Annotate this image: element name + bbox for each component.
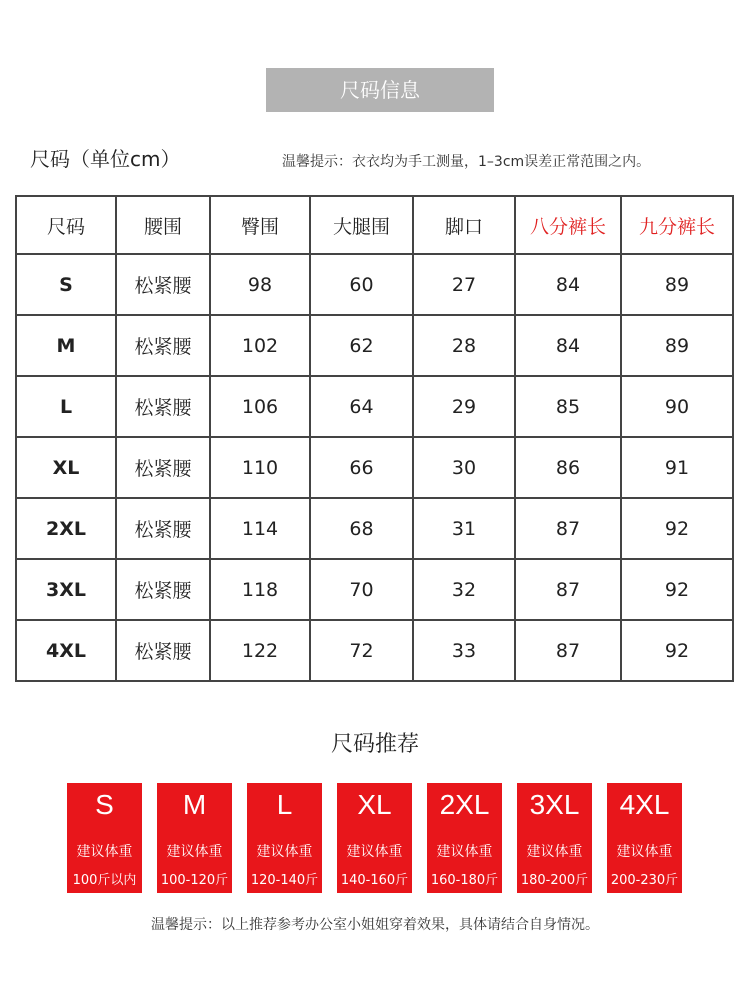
table-cell: 松紧腰 [116, 254, 210, 315]
column-header: 臀围 [210, 196, 310, 254]
table-cell: 松紧腰 [116, 376, 210, 437]
card-label: 建议体重 [346, 844, 403, 860]
size-card [517, 783, 592, 893]
card-weight-range: 140-160斤 [340, 873, 409, 888]
table-cell: 62 [310, 315, 413, 376]
size-card [247, 783, 322, 893]
table-cell: 122 [210, 620, 310, 681]
table-cell: 72 [310, 620, 413, 681]
table-cell: S [16, 254, 116, 315]
unit-label: 尺码（单位cm） [30, 147, 181, 171]
table-row [16, 559, 733, 620]
table-cell: 86 [515, 437, 621, 498]
card-size: 3XL [529, 789, 580, 820]
size-card [337, 783, 412, 893]
table-cell: 106 [210, 376, 310, 437]
table-cell: 64 [310, 376, 413, 437]
table-cell: 68 [310, 498, 413, 559]
table-cell: 28 [413, 315, 515, 376]
table-cell: 66 [310, 437, 413, 498]
column-header: 大腿围 [310, 196, 413, 254]
column-header: 八分裤长 [515, 196, 621, 254]
card-size: XL [357, 789, 392, 820]
section-title-banner: 尺码信息 [266, 68, 494, 112]
table-cell: 118 [210, 559, 310, 620]
table-cell: 98 [210, 254, 310, 315]
card-label: 建议体重 [76, 844, 133, 860]
table-cell: 3XL [16, 559, 116, 620]
table-cell: 松紧腰 [116, 437, 210, 498]
measurement-tip: 温馨提示：衣衣均为手工测量，1–3cm误差正常范围之内。 [282, 154, 651, 170]
table-row [16, 498, 733, 559]
table-cell: 60 [310, 254, 413, 315]
card-weight-range: 160-180斤 [430, 873, 499, 888]
card-weight-range: 180-200斤 [520, 873, 589, 888]
table-cell: 85 [515, 376, 621, 437]
card-weight-range: 100-120斤 [160, 873, 229, 888]
table-cell: 92 [621, 620, 733, 681]
table-header-row [16, 196, 733, 254]
table-cell: 27 [413, 254, 515, 315]
table-cell: 114 [210, 498, 310, 559]
card-weight-range: 120-140斤 [250, 873, 319, 888]
size-card [607, 783, 682, 893]
table-cell: 92 [621, 498, 733, 559]
table-cell: 松紧腰 [116, 620, 210, 681]
card-size: L [276, 789, 293, 820]
table-cell: 87 [515, 559, 621, 620]
table-cell: 84 [515, 315, 621, 376]
table-cell: 102 [210, 315, 310, 376]
table-cell: 33 [413, 620, 515, 681]
table-cell: L [16, 376, 116, 437]
size-table [15, 195, 734, 682]
table-row [16, 620, 733, 681]
size-card [427, 783, 502, 893]
card-weight-range: 100斤以内 [72, 873, 137, 888]
table-cell: 87 [515, 498, 621, 559]
table-cell: 89 [621, 254, 733, 315]
recommendation-cards [67, 783, 682, 893]
table-cell: 89 [621, 315, 733, 376]
size-card [157, 783, 232, 893]
table-cell: 90 [621, 376, 733, 437]
card-label: 建议体重 [256, 844, 313, 860]
card-label: 建议体重 [166, 844, 223, 860]
table-cell: 2XL [16, 498, 116, 559]
card-label: 建议体重 [616, 844, 673, 860]
table-cell: 32 [413, 559, 515, 620]
table-cell: 松紧腰 [116, 498, 210, 559]
table-cell: 29 [413, 376, 515, 437]
card-weight-range: 200-230斤 [610, 873, 679, 888]
table-row [16, 437, 733, 498]
column-header: 腰围 [116, 196, 210, 254]
card-label: 建议体重 [436, 844, 493, 860]
recommendation-title: 尺码推荐 [330, 732, 419, 757]
card-size: S [95, 789, 114, 820]
column-header: 脚口 [413, 196, 515, 254]
table-row [16, 376, 733, 437]
table-cell: 92 [621, 559, 733, 620]
table-cell: 松紧腰 [116, 315, 210, 376]
card-size: M [182, 789, 207, 820]
table-cell: XL [16, 437, 116, 498]
table-cell: 110 [210, 437, 310, 498]
column-header: 尺码 [16, 196, 116, 254]
table-cell: 4XL [16, 620, 116, 681]
table-cell: 87 [515, 620, 621, 681]
table-row [16, 254, 733, 315]
table-row [16, 315, 733, 376]
table-cell: 30 [413, 437, 515, 498]
table-cell: 松紧腰 [116, 559, 210, 620]
recommendation-tip: 温馨提示：以上推荐参考办公室小姐姐穿着效果，具体请结合自身情况。 [151, 917, 599, 933]
table-cell: M [16, 315, 116, 376]
card-size: 2XL [439, 789, 490, 820]
table-cell: 84 [515, 254, 621, 315]
card-label: 建议体重 [526, 844, 583, 860]
table-cell: 31 [413, 498, 515, 559]
column-header: 九分裤长 [621, 196, 733, 254]
table-cell: 70 [310, 559, 413, 620]
table-cell: 91 [621, 437, 733, 498]
size-card [67, 783, 142, 893]
card-size: 4XL [619, 789, 670, 820]
